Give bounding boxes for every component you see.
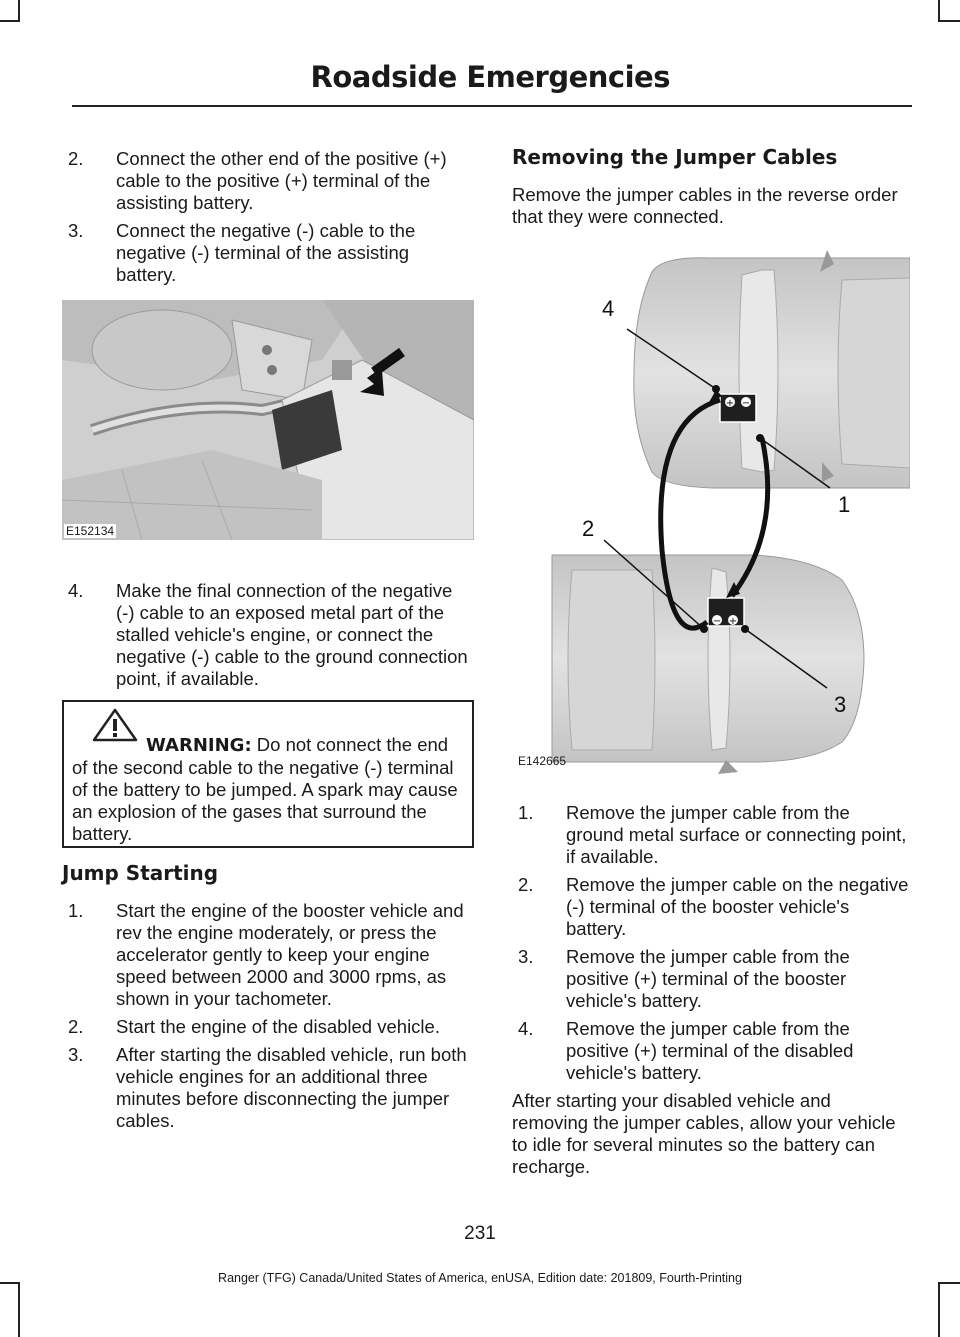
removing-steps-section: [512, 802, 912, 1178]
crop-mark: [0, 20, 20, 22]
step-number: 1.: [68, 900, 84, 921]
step-text: Connect the other end of the positive (+) cable to the positive (+) terminal of the assisting battery.: [116, 148, 447, 213]
svg-text:+: +: [728, 616, 738, 627]
step-number: 4.: [518, 1018, 534, 1039]
svg-text:−: −: [712, 616, 722, 627]
page-title: Roadside Emergencies: [310, 60, 670, 94]
list-item: [512, 1018, 912, 1084]
list-item: [62, 220, 474, 286]
step-text: Connect the negative (-) cable to the negative (-) terminal of the assisting battery.: [116, 220, 416, 285]
step-number: 2.: [68, 1016, 84, 1037]
step4-list: [62, 580, 474, 690]
crop-mark: [938, 0, 940, 22]
jump-starting-section: [62, 862, 474, 1132]
step-text: Start the engine of the disabled vehicle.: [116, 1016, 440, 1037]
list-item: [62, 1044, 474, 1132]
list-item: [62, 900, 474, 1010]
warning-triangle-icon: [92, 708, 138, 742]
removing-intro: Remove the jumper cables in the reverse order that they were connected.: [512, 184, 898, 227]
callout-3: 3: [834, 692, 847, 717]
list-item: [512, 946, 912, 1012]
crop-mark: [938, 20, 960, 22]
jumper-cable-diagram: [512, 250, 910, 778]
edition-footer: Ranger (TFG) Canada/United States of America, enUSA, Edition date: 201809, Fourth-Printing: [218, 1271, 742, 1285]
list-item: [62, 580, 474, 690]
callout-1: 1: [838, 492, 851, 517]
step-text: Start the engine of the booster vehicle and rev the engine moderately, or press the accelerator gently to keep your engine speed between 2000 and 3000 rpms, as shown in your tachometer.: [116, 900, 464, 1009]
list-item: [62, 148, 474, 214]
step-text: Make the final connection of the negative (-) cable to an exposed metal part of the stalled vehicle's engine, or connect the negative (-) cable to the ground connection point, if available.: [116, 580, 468, 689]
step-number: 3.: [518, 946, 534, 967]
step-text: After starting the disabled vehicle, run both vehicle engines for an additional three minutes before disconnecting the jumper cables.: [116, 1044, 467, 1131]
warning-body: [72, 734, 464, 845]
step-number: 2.: [518, 874, 534, 895]
removing-steps: [512, 802, 912, 1084]
warning-heading: WARNING:: [146, 735, 252, 756]
step-number: 4.: [68, 580, 84, 601]
step-number: 3.: [68, 220, 84, 241]
list-item: [512, 802, 912, 868]
step-number: 1.: [518, 802, 534, 823]
warning-box: [62, 700, 474, 848]
crop-mark: [18, 0, 20, 22]
vehicles-illustration: [512, 250, 910, 778]
left-column: [62, 148, 474, 286]
crop-mark: [18, 1282, 20, 1337]
list-item: [512, 874, 912, 940]
step-text: Remove the jumper cable from the ground metal surface or connecting point, if available.: [566, 802, 907, 867]
crop-mark: [938, 1282, 940, 1337]
step-text: Remove the jumper cable from the positive (+) terminal of the disabled vehicle's battery.: [566, 1018, 854, 1083]
step-text: Remove the jumper cable on the negative (-) terminal of the booster vehicle's battery.: [566, 874, 909, 939]
step-number: 2.: [68, 148, 84, 169]
callout-4: 4: [602, 296, 615, 321]
closing-paragraph: After starting your disabled vehicle and removing the jumper cables, allow your vehicle to idle for several minutes so the battery can recharge.: [512, 1090, 896, 1177]
page-number: 231: [464, 1223, 496, 1244]
left-column-step4: [62, 580, 474, 690]
engine-bay-illustration: [62, 300, 474, 540]
callout-2: 2: [582, 516, 595, 541]
header-rule: [72, 105, 912, 107]
removing-section: [512, 146, 912, 228]
step-text: Remove the jumper cable from the positive (+) terminal of the booster vehicle's battery.: [566, 946, 850, 1011]
connect-steps: [62, 148, 474, 286]
figure-label: E152134: [66, 524, 115, 538]
section-heading-jump-starting: Jump Starting: [62, 861, 219, 885]
jump-steps: [62, 900, 474, 1132]
svg-text:+: +: [725, 398, 735, 409]
warning-text: Do not connect the end of the second cable to the negative (-) terminal of the battery to be jumped. A spark may cause an explosion of the gases that surround the battery.: [72, 734, 458, 844]
section-heading-removing: Removing the Jumper Cables: [512, 145, 838, 169]
list-item: [62, 1016, 474, 1038]
step-number: 3.: [68, 1044, 84, 1065]
figure-label: E142665: [518, 754, 567, 768]
engine-bay-figure: [62, 300, 474, 540]
svg-text:−: −: [741, 398, 751, 409]
